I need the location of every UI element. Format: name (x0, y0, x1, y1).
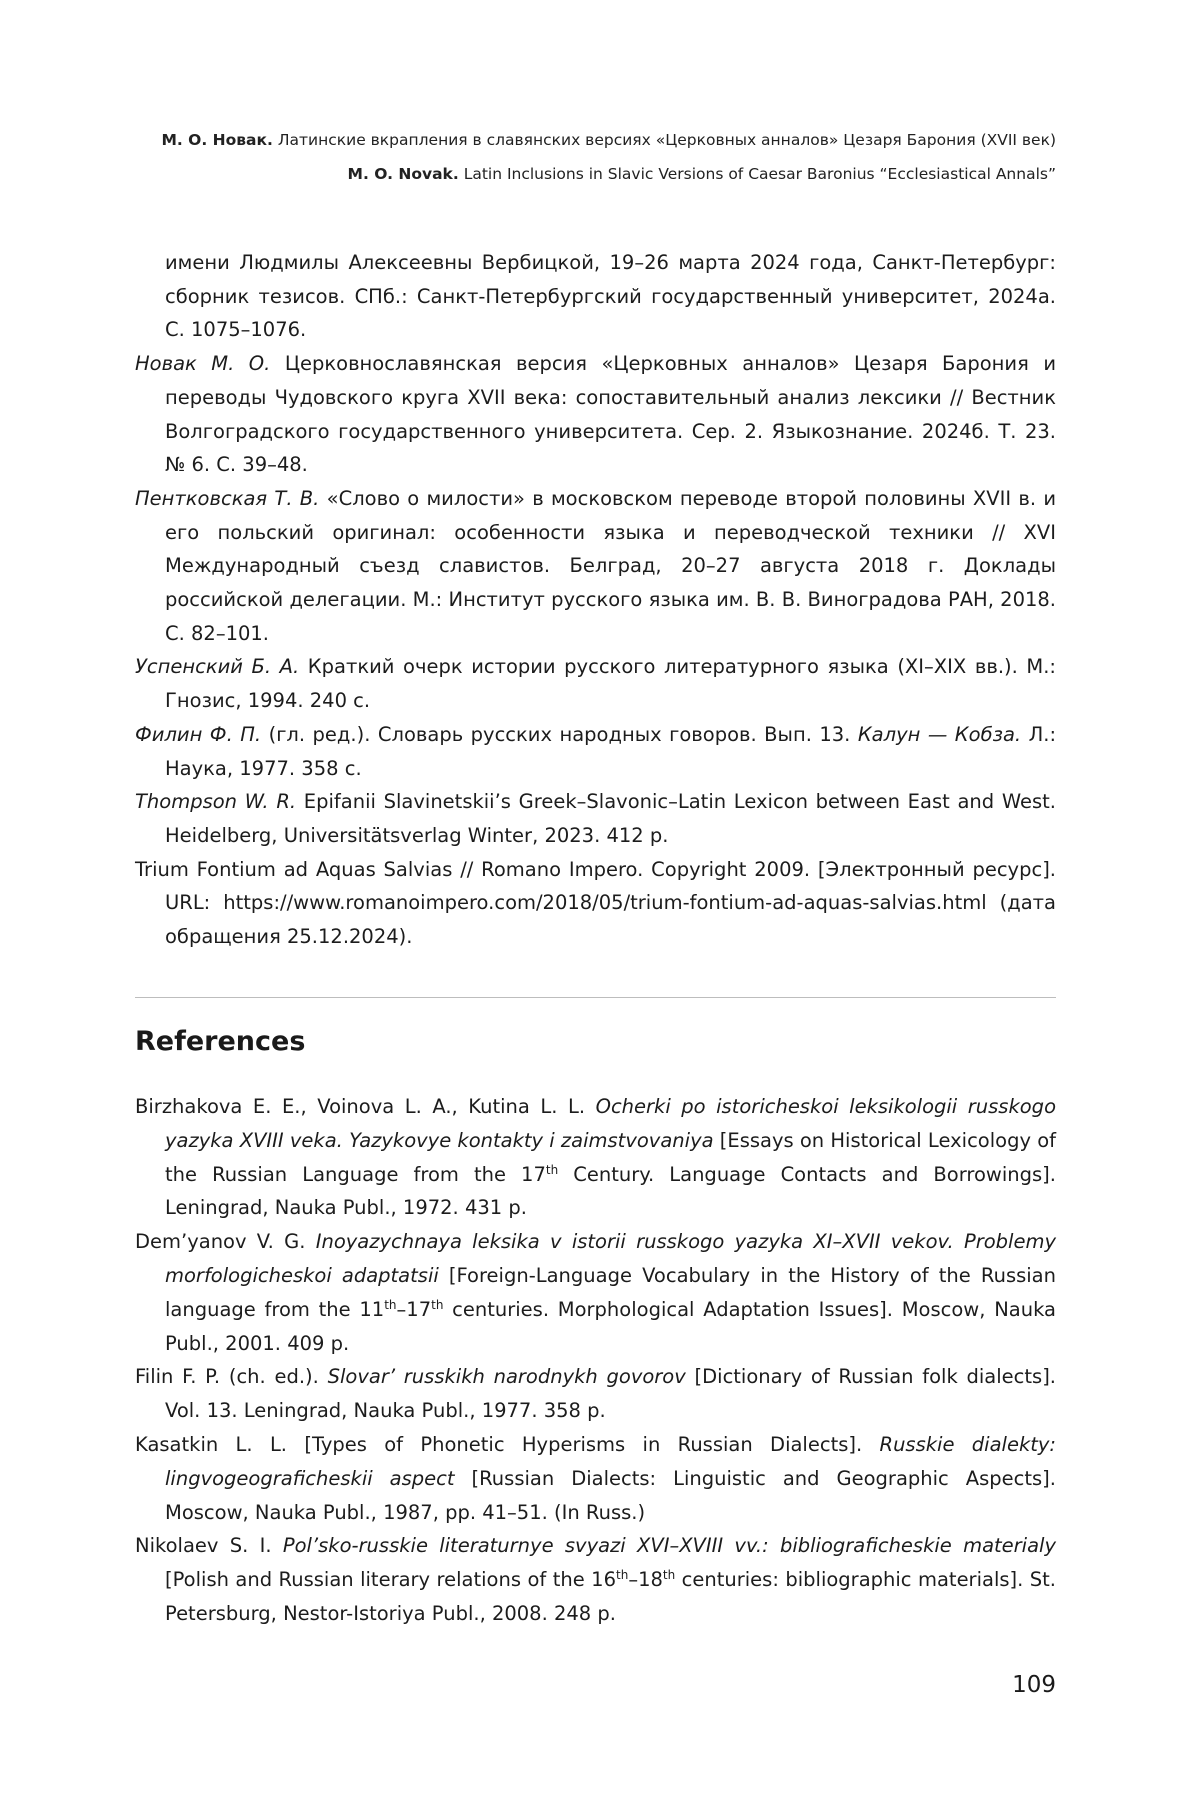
entry-author: Новак М. О. (135, 352, 271, 376)
bibliography-entry: Успенский Б. А. Краткий очерк истории русского литературного языка (XI–XIX вв.). М.: Гнозис, 1994. 240 с. (135, 655, 1056, 713)
bibliography-list (135, 246, 1056, 954)
entry-author: Успенский Б. А. (135, 655, 300, 679)
bibliography-entry: Пентковская Т. В. «Слово о милости» в московском переводе второй половины XVII в. и его польский оригинал: особенности языка и переводческой техники // XVI Международный съезд славистов. Белград, 20–27 августа 2018 г. Доклады российской делегации. М.: Институт русского языка им. В. В. Виноградова РАН, 2018. С. 82–101. (135, 486, 1056, 645)
running-head-author-ru: М. О. Новак. (161, 131, 273, 149)
entry-author: Пентковская Т. В. (135, 486, 320, 510)
entry-author: Thompson W. R. (135, 790, 297, 814)
page-number: 109 (1012, 1672, 1056, 1698)
reference-entry: Dem’yanov V. G. Inoyazychnaya leksika v istorii russkogo yazyka XI–XVII vekov. Problemy morfologicheskoi adaptatsii [Foreign-Language Vocabulary in the History of the Russian language from the 11th–17th centuries. Morphological Adaptation Issues]. Moscow, Nauka Publ., 2001. 409 p. (135, 1230, 1056, 1355)
bibliography-entry: Филин Ф. П. (гл. ред.). Словарь русских народных говоров. Вып. 13. Калун — Кобза. Л.: Наука, 1977. 358 с. (135, 722, 1057, 780)
running-head-title-en: Latin Inclusions in Slavic Versions of Caesar Baronius “Ecclesiastical Annals” (463, 165, 1056, 183)
bibliography-entry: имени Людмилы Алексеевны Вербицкой, 19–26 марта 2024 года, Санкт-Петербург: сборник тезисов. СПб.: Санкт-Петербургский государственный университет, 2024а. С. 1075–1076. (165, 251, 1056, 342)
running-head-title-ru: Латинские вкрапления в славянских версиях «Церковных анналов» Цезаря Барония (XVII век) (277, 131, 1056, 149)
running-head-english (348, 164, 1056, 184)
bibliography-entry: Новак М. О. Церковнославянская версия «Церковных анналов» Цезаря Барония и переводы Чудовского круга XVII века: сопоставительный анализ лексики // Вестник Волгоградского государственного университета. Сер. 2. Языкознание. 2024б. Т. 23. № 6. С. 39–48. (135, 352, 1056, 477)
entry-author: Филин Ф. П. (135, 722, 262, 746)
reference-entry: Nikolaev S. I. Pol’sko-russkie literaturnye svyazi XVI–XVIII vv.: bibliograficheskie materialy [Polish and Russian literary relations of the 16th–18th centuries: bibliographic materials]. St. Petersburg, Nestor-Istoriya Publ., 2008. 248 p. (135, 1534, 1057, 1625)
running-head-author-en: M. O. Novak. (347, 165, 459, 183)
bibliography-entry: Thompson W. R. Epifanii Slavinetskii’s Greek–Slavonic–Latin Lexicon between East and West. Heidelberg, Universitätsverlag Winter, 2023. 412 p. (135, 790, 1056, 847)
running-head-russian (161, 130, 1056, 150)
reference-entry: Birzhakova E. E., Voinova L. A., Kutina L. L. Ocherki po istoricheskoi leksikologii russkogo yazyka XVIII veka. Yazykovye kontakty i zaimstvovaniya [Essays on Historical Lexicology of the Russian Language from the 17th Century. Language Contacts and Borrowings]. Leningrad, Nauka Publ., 1972. 431 p. (135, 1095, 1056, 1220)
reference-entry: Kasatkin L. L. [Types of Phonetic Hyperisms in Russian Dialects]. Russkie dialekty: lingvogeograficheskii aspect [Russian Dialects: Linguistic and Geographic Aspects]. Moscow, Nauka Publ., 1987, pp. 41–51. (In Russ.) (135, 1432, 1056, 1524)
references-list (135, 1090, 1056, 1631)
references-heading: References (135, 1026, 306, 1057)
reference-entry: Filin F. P. (ch. ed.). Slovar’ russkikh narodnykh govorov [Dictionary of Russian folk dialects]. Vol. 13. Leningrad, Nauka Publ., 1977. 358 p. (135, 1365, 1056, 1423)
bibliography-entry: Trium Fontium ad Aquas Salvias // Romano Impero. Copyright 2009. [Электронный ресурс]. URL: https://www.romanoimpero.com/2018/05/trium-fontium-ad-aquas-salvias.html (дата обращения 25.12.2024). (135, 857, 1056, 949)
section-divider (135, 997, 1056, 998)
